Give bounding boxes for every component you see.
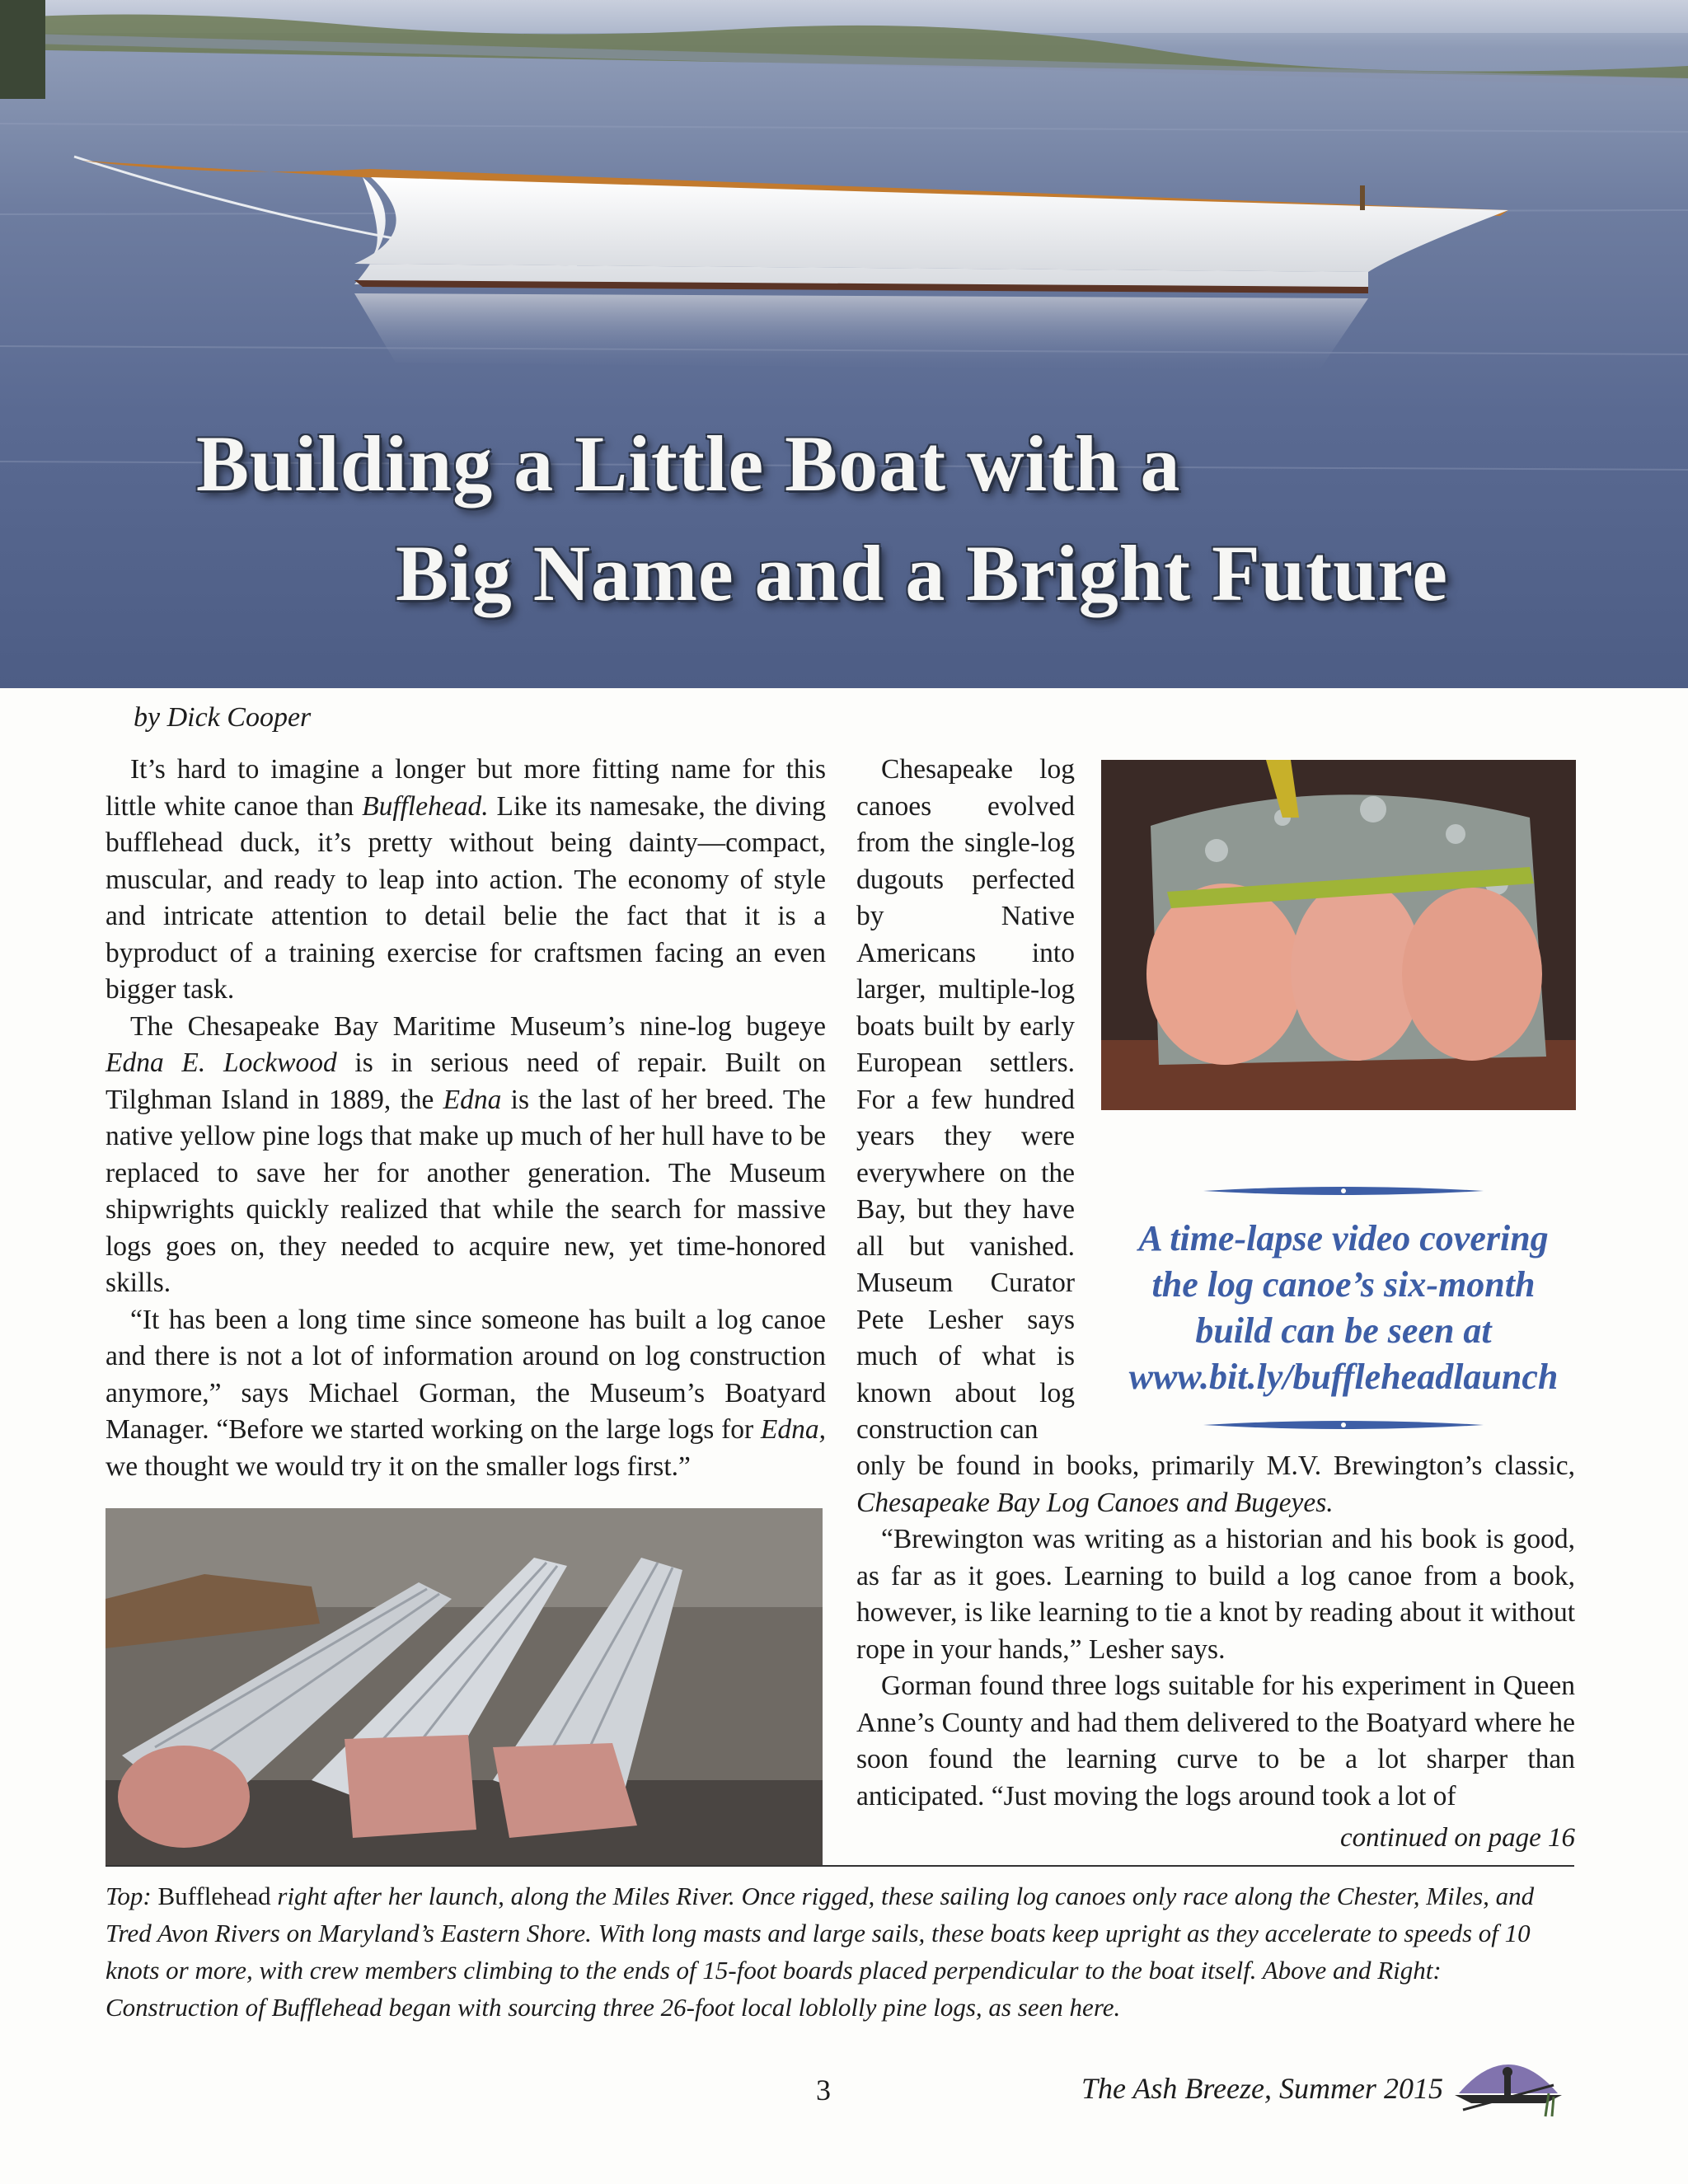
text-run: is the last of her breed. The native yellow pine logs that make up much of her hull have to be replaced to save her for another generation. The Museum shipwrights quickly realized that while the search for massive logs goes on, they needed to acquire new, yet time-honored skills. bbox=[106, 1084, 827, 1298]
text-run: we thought we would try it on the smaller logs first.” bbox=[106, 1451, 691, 1482]
hero-photo bbox=[0, 0, 1688, 688]
log-ends-photo bbox=[1101, 760, 1576, 1110]
article-paragraph: Chesapeake log canoes evolved from the single-log dugouts perfected by Native Americans into larger, multiple-log boats built by early European settlers. For a few hundred years they were everywhere on the Bay, but they have all but vanished. Museum Curator Pete Lesher says much of what is known about log construction can bbox=[856, 754, 1075, 1445]
publication-logo bbox=[1447, 2044, 1570, 2122]
boat-name: Edna E. Lockwood bbox=[106, 1047, 337, 1078]
book-title: Chesapeake Bay Log Canoes and Bugeyes. bbox=[856, 1487, 1334, 1518]
boat-name: Bufflehead. bbox=[362, 790, 489, 822]
caption-text: right after her launch, along the Miles River. Once rigged, these sailing log canoes only race along the Chester, Miles, and Tred Avon Rivers on Maryland’s Eastern Shore. With long masts and large sails, these boats keep upright as they accelerate to speeds of 10 knots or more, with crew members climbing to the ends of 15-foot boards placed perpendicular to the boat itself. Above and Right: Construction of Bufflehead began with sourcing three 26-foot local loblolly pine logs, as seen here. bbox=[106, 1882, 1535, 2022]
publication-footer: The Ash Breeze, Summer 2015 bbox=[1081, 2072, 1443, 2105]
headline-line-2: Big Name and a Bright Future bbox=[396, 529, 1448, 617]
text-run: “It has been a long time since someone has built a log canoe and there is not a lot of information around on log construction anymore,” says Michael Gorman, the Museum’s Boatyard Manager. “Before we started working on the large logs for bbox=[106, 1304, 826, 1445]
callout-line: the log canoe’s six-month bbox=[1151, 1264, 1536, 1305]
callout-text bbox=[1096, 1216, 1591, 1400]
text-run: The Chesapeake Bay Maritime Museum’s nine-log bugeye bbox=[130, 1010, 826, 1042]
headline-line-1: Building a Little Boat with a bbox=[196, 419, 1181, 508]
article-column-1 bbox=[106, 752, 826, 1485]
three-logs-image bbox=[106, 1508, 823, 1867]
caption-lead: Top: bbox=[106, 1882, 158, 1910]
article-column-2-narrow bbox=[856, 752, 1075, 1449]
logs-wrapped-photo bbox=[106, 1508, 823, 1867]
boat-name: Edna bbox=[443, 1084, 502, 1115]
rowboat-logo-icon bbox=[1447, 2044, 1570, 2118]
video-callout bbox=[1096, 1174, 1591, 1441]
continued-note: continued on page 16 bbox=[1339, 1823, 1575, 1853]
byline: by Dick Cooper bbox=[134, 702, 312, 733]
article-column-2-wide bbox=[856, 1448, 1575, 1815]
ornament-divider-icon bbox=[1096, 1408, 1591, 1441]
boat-name: Edna, bbox=[760, 1414, 826, 1445]
ornament-divider-icon bbox=[1096, 1174, 1591, 1207]
text-run: is in serious need of repair. Built on Tilghman Island in 1889, the bbox=[106, 1047, 827, 1115]
decorative-rule-bottom bbox=[1096, 1408, 1591, 1441]
article-paragraph: “Brewington was writing as a historian and his book is good, as far as it goes. Learning to build a log canoe from a book, however, is like learning to tie a knot by reading about it without rope in your hands,” Lesher says. bbox=[856, 1524, 1575, 1665]
article-paragraph bbox=[856, 1448, 1575, 1521]
decorative-rule-top bbox=[1096, 1174, 1591, 1207]
article-paragraph bbox=[106, 1302, 826, 1486]
caption-boat-name: Bufflehead bbox=[157, 1882, 271, 1910]
article-paragraph bbox=[106, 752, 826, 1009]
text-run: Like its namesake, the diving bufflehead duck, it’s pretty without being dainty—compact, muscular, and ready to leap into action. The economy of style and intricate attention to detail belie the fact that it is a byproduct of a training exercise for craftsmen facing an even bigger task. bbox=[106, 790, 826, 1005]
callout-url-link[interactable]: www.bit.ly/buffleheadlaunch bbox=[1128, 1357, 1559, 1397]
callout-line: build can be seen at bbox=[1195, 1310, 1492, 1351]
page-number: 3 bbox=[816, 2074, 831, 2107]
bundled-logs-image bbox=[1101, 760, 1576, 1110]
article-paragraph bbox=[106, 1009, 826, 1302]
photo-caption bbox=[106, 1877, 1574, 2026]
article-paragraph: Gorman found three logs suitable for his experiment in Queen Anne’s County and had them delivered to the Boatyard where he soon found the learning curve to be a lot sharper than anticipated. “Just moving the logs around took a lot of bbox=[856, 1671, 1575, 1811]
text-run: It’s hard to imagine a longer but more fitting name for this little white canoe than bbox=[106, 754, 826, 822]
callout-line: A time-lapse video covering bbox=[1138, 1218, 1549, 1258]
text-run: only be found in books, primarily M.V. Brewington’s classic, bbox=[856, 1451, 1575, 1481]
caption-divider bbox=[106, 1865, 1574, 1867]
